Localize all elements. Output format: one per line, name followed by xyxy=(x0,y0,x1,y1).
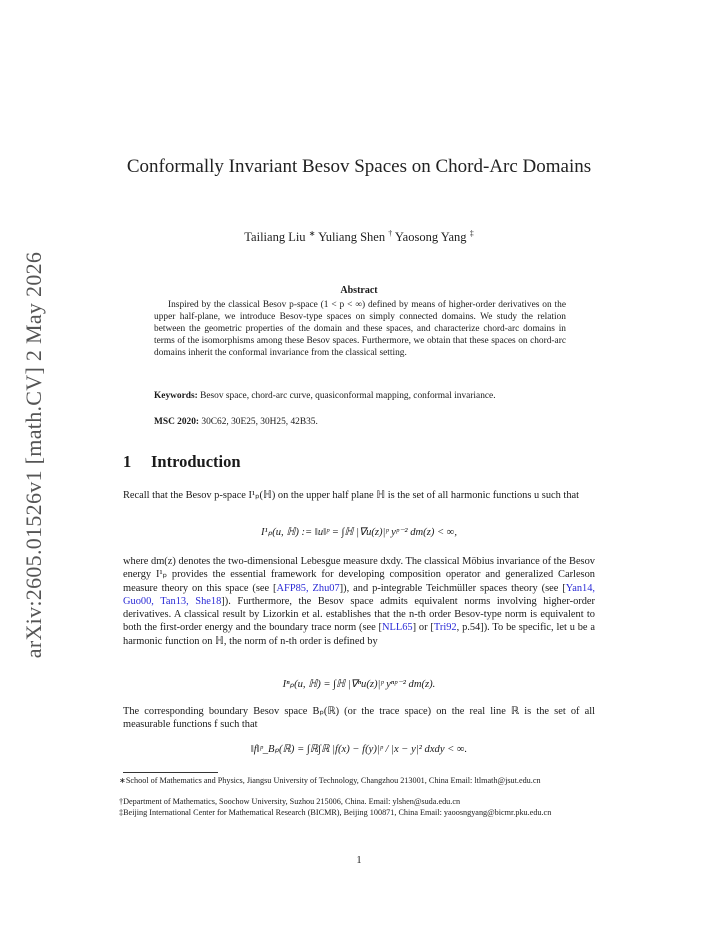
arxiv-identifier: arXiv:2605.01526v1 [math.CV] 2 May 2026 xyxy=(21,251,46,659)
msc-codes: 30C62, 30E25, 30H25, 42B35. xyxy=(201,417,318,427)
msc-classification xyxy=(154,416,566,428)
paragraph-text: ] or [ xyxy=(412,622,434,634)
footnote-affiliation: ‡Beijing International Center for Mathematical Research (BICMR), Beijing 100871, China Email: yaoosngyang@bicmr.pku.edu.cn xyxy=(119,808,552,817)
paragraph-text: ]), and p-integrable Teichmüller spaces theory (see [ xyxy=(339,582,566,594)
abstract-text: Inspired by the classical Besov p-space (1 < p < ∞) defined by means of higher-order derivatives on the upper half-plane, we introduce Besov-type spaces on simply connected domains. We study the relation between the geometric properties of the domain and these spaces, and characterize chord-arc domains in terms of the isomorphisms among these Besov spaces. Furthermore, we obtain that these spaces on chord-arc domains inherit the conformal invariance from the classical setting. xyxy=(154,300,566,359)
citation-link[interactable]: NLL65 xyxy=(382,622,413,634)
author-mark: ‡ xyxy=(469,229,474,238)
section-heading xyxy=(123,452,241,472)
keywords xyxy=(154,390,566,402)
paragraph-boundary: The corresponding boundary Besov space Bₚ(ℝ) (or the trace space) on the real line ℝ is the set of all measurable functions f such that xyxy=(123,706,595,731)
author-name: Tailiang Liu xyxy=(244,230,306,245)
arxiv-sidebar xyxy=(18,245,50,665)
paragraph-text: , p.54]). To be specific, let u be a harmonic function on ℍ, the norm of n-th order is defined by xyxy=(123,622,595,647)
citation-link[interactable]: Tri92 xyxy=(433,622,457,634)
footnote-rule xyxy=(123,772,218,773)
author-mark: † xyxy=(388,229,393,238)
keywords-text: Besov space, chord-arc curve, quasiconformal mapping, conformal invariance. xyxy=(200,391,496,401)
paper-title: Conformally Invariant Besov Spaces on Chord-Arc Domains xyxy=(126,156,592,177)
author-list xyxy=(123,229,595,245)
section-title: Introduction xyxy=(151,452,241,471)
abstract-heading: Abstract xyxy=(340,285,378,296)
equation-besov-energy: I¹ₚ(u, ℍ) := ‖u‖ᵖ = ∫ℍ |∇u(z)|ᵖ yᵖ⁻² dm(z) < ∞, xyxy=(260,527,457,538)
paragraph-text: ]). Furthermore, the Besov space admits equivalent norms involving higher-order derivatives. A classical result by Lizorkin et al. establishes that the n-th order Besov-type norm is equivalent to both the first-order energy and the boundary trace norm (see [ xyxy=(123,595,595,634)
equation-nth-order: Iⁿₚ(u, ℍ) = ∫ℍ |∇ⁿu(z)|ᵖ yⁿᵖ⁻² dm(z). xyxy=(282,679,436,690)
citation-link[interactable]: Yan14, Guo00, Tan13, She18 xyxy=(123,582,596,607)
paragraph-background xyxy=(123,555,595,648)
footnote-affiliation: †Department of Mathematics, Soochow University, Suzhou 215006, China. Email: ylshen@suda.edu.cn xyxy=(119,797,461,806)
page-number: 1 xyxy=(356,855,362,866)
paragraph-intro: Recall that the Besov p-space I¹ₚ(ℍ) on the upper half plane ℍ is the set of all harmonic functions u such that xyxy=(123,490,580,501)
msc-label: MSC 2020: xyxy=(154,417,200,427)
paragraph-text: where dm(z) denotes the two-dimensional Lebesgue measure dxdy. The classical Möbius invariance of the Besov energy I¹ₚ provides the essential framework for developing composition operator and generalized Carleson measure theory on this space (see [ xyxy=(123,556,595,594)
citation-link[interactable]: AFP85, Zhu07 xyxy=(276,582,340,594)
equation-boundary-norm: ‖f‖ᵖ_Bₚ(ℝ) = ∫ℝ∫ℝ |f(x) − f(y)|ᵖ / |x − y|² dxdy < ∞. xyxy=(250,744,468,755)
section-number: 1 xyxy=(123,452,132,471)
footnote-affiliation: ∗School of Mathematics and Physics, Jiangsu University of Technology, Changzhou 213001, China Email: ltlmath@jsut.edu.cn xyxy=(119,776,541,785)
author-name: Yaosong Yang xyxy=(394,230,467,245)
author-name: Yuliang Shen xyxy=(318,230,386,245)
author-mark: ∗ xyxy=(308,229,316,238)
keywords-label: Keywords: xyxy=(154,391,198,401)
